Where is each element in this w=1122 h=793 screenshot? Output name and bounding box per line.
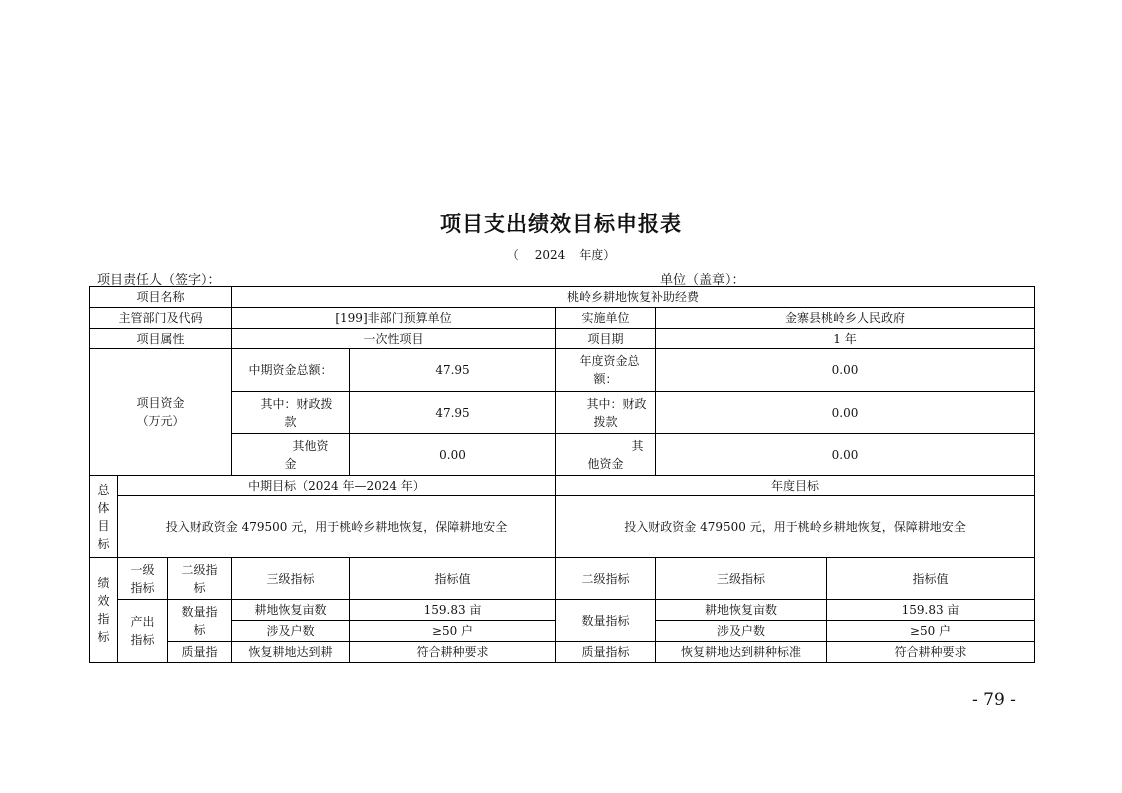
project-name-label: 项目名称 <box>90 287 232 308</box>
dept-row <box>90 308 1035 329</box>
level1-header-1: 一级 <box>130 562 155 577</box>
mid-fiscal-label-2: 款 <box>284 414 297 429</box>
overall-char-3: 目 <box>97 518 110 533</box>
quality-indicator-label: 质量指 <box>168 642 232 663</box>
attr-row <box>90 329 1035 349</box>
quantity-label-1: 数量指 <box>181 604 218 619</box>
quantity-label-2: 标 <box>193 622 206 637</box>
level2-header-right: 二级指标 <box>556 558 656 600</box>
mid-other-label-1: 其他资 <box>292 438 329 453</box>
annual-other-label <box>556 434 656 476</box>
perf-char-4: 标 <box>97 630 110 644</box>
output-indicator-label <box>118 600 168 663</box>
year-close: 年度） <box>579 248 616 262</box>
mid-total-label: 中期资金总额： <box>232 349 350 392</box>
value-header-right: 指标值 <box>827 558 1035 600</box>
overall-target-label <box>90 476 118 558</box>
output-label-2: 指标 <box>130 633 155 647</box>
annual-other-label-1: 其 <box>631 438 644 453</box>
r3-name-right: 恢复耕地达到耕种标准 <box>656 642 827 663</box>
funds-row-other <box>90 434 1035 476</box>
mid-total-value: 47.95 <box>350 349 556 392</box>
overall-char-2: 体 <box>97 500 110 515</box>
annual-target-text: 投入财政资金 479500 元，用于桃岭乡耕地恢复，保障耕地安全 <box>556 496 1035 558</box>
form-title: 项目支出绩效目标申报表 <box>440 211 682 236</box>
indicator-row-3 <box>90 642 1035 663</box>
r3-value-right: 符合耕种要求 <box>827 642 1035 663</box>
funds-row-fiscal <box>90 392 1035 434</box>
annual-other-value: 0.00 <box>656 434 1035 476</box>
attr-label: 项目属性 <box>90 329 232 349</box>
r1-name: 耕地恢复亩数 <box>232 600 350 621</box>
dept-value: [199]非部门预算单位 <box>232 308 556 329</box>
mid-fiscal-label-1: 其中：财政拨 <box>260 396 333 411</box>
annual-fiscal-label <box>556 392 656 434</box>
quantity-indicator-label <box>168 600 232 642</box>
value-header: 指标值 <box>350 558 556 600</box>
mid-fiscal-value: 47.95 <box>350 392 556 434</box>
responsible-person-label: 项目责任人（签字）： <box>97 273 221 288</box>
year-line <box>0 246 1122 263</box>
period-label: 项目期 <box>556 329 656 349</box>
mid-target-text: 投入财政资金 479500 元，用于桃岭乡耕地恢复，保障耕地安全 <box>118 496 556 558</box>
r2-value: ≥50 户 <box>350 621 556 642</box>
mid-other-label-2: 金 <box>284 456 297 471</box>
annual-other-label-2: 他资金 <box>587 456 624 471</box>
r2-name: 涉及户数 <box>232 621 350 642</box>
r2-name-right: 涉及户数 <box>656 621 827 642</box>
performance-indicator-label <box>90 558 118 663</box>
r3-value: 符合耕种要求 <box>350 642 556 663</box>
annual-total-label-1: 年度资金总 <box>579 354 640 368</box>
level2-header <box>168 558 232 600</box>
overall-header-row <box>90 476 1035 496</box>
r1-value-right: 159.83 亩 <box>827 600 1035 621</box>
overall-char-4: 标 <box>97 536 110 551</box>
funds-label-text: 项目资金 <box>136 396 185 410</box>
level1-header-2: 指标 <box>130 580 155 595</box>
mid-other-label <box>232 434 350 476</box>
perf-char-3: 指 <box>97 612 110 626</box>
funds-unit: （万元） <box>136 414 185 428</box>
page-number: - 79 - <box>972 690 1016 710</box>
impl-unit-value: 金寨县桃岭乡人民政府 <box>656 308 1035 329</box>
quality-indicator-right: 质量指标 <box>556 642 656 663</box>
perf-char-2: 效 <box>97 594 110 608</box>
mid-fiscal-label <box>232 392 350 434</box>
overall-text-row <box>90 496 1035 558</box>
project-name-row <box>90 287 1035 308</box>
performance-target-table <box>89 286 1035 663</box>
annual-fiscal-label-1: 其中：财政 <box>586 396 647 411</box>
overall-char-1: 总 <box>97 482 110 497</box>
annual-total-value: 0.00 <box>656 349 1035 392</box>
indicator-header-row <box>90 558 1035 600</box>
indicator-row-1 <box>90 600 1035 621</box>
period-value: 1 年 <box>656 329 1035 349</box>
funds-label <box>90 349 232 476</box>
annual-fiscal-label-2: 拨款 <box>593 414 618 429</box>
annual-fiscal-value: 0.00 <box>656 392 1035 434</box>
year-value: 2024 <box>534 248 566 262</box>
annual-total-label <box>556 349 656 392</box>
level2-header-1: 二级指 <box>181 562 218 577</box>
level3-header: 三级指标 <box>232 558 350 600</box>
funds-row-total <box>90 349 1035 392</box>
project-name-value: 桃岭乡耕地恢复补助经费 <box>232 287 1035 308</box>
annual-target-header: 年度目标 <box>556 476 1035 496</box>
unit-seal-label: 单位（盖章）： <box>660 273 745 288</box>
r1-name-right: 耕地恢复亩数 <box>656 600 827 621</box>
level1-header <box>118 558 168 600</box>
r3-name: 恢复耕地达到耕 <box>232 642 350 663</box>
attr-value: 一次性项目 <box>232 329 556 349</box>
quantity-indicator-right: 数量指标 <box>556 600 656 642</box>
dept-label: 主管部门及代码 <box>90 308 232 329</box>
annual-total-label-2: 额： <box>593 372 618 386</box>
r1-value: 159.83 亩 <box>350 600 556 621</box>
mid-other-value: 0.00 <box>350 434 556 476</box>
level2-header-2: 标 <box>193 580 206 595</box>
impl-unit-label: 实施单位 <box>556 308 656 329</box>
mid-target-header: 中期目标（2024 年—2024 年） <box>118 476 556 496</box>
level3-header-right: 三级指标 <box>656 558 827 600</box>
output-label-1: 产出 <box>130 615 155 629</box>
r2-value-right: ≥50 户 <box>827 621 1035 642</box>
year-open: （ <box>506 248 519 262</box>
perf-char-1: 绩 <box>97 576 110 590</box>
